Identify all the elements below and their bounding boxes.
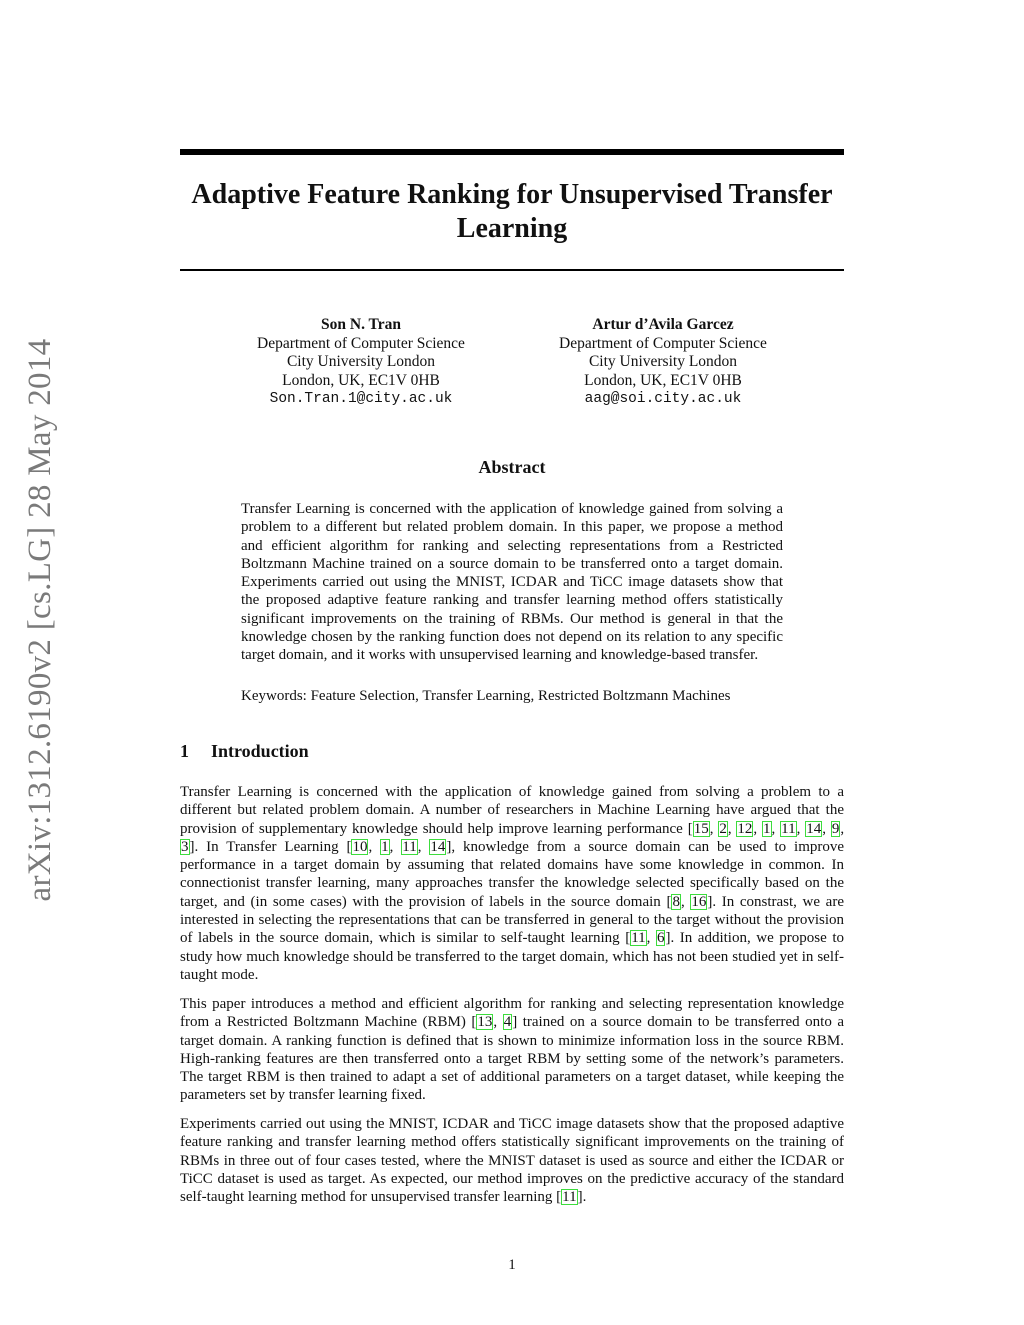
citation-link[interactable]: 11 — [402, 838, 417, 855]
citation-link[interactable]: 12 — [737, 820, 753, 837]
author-organization: City University London — [588, 353, 738, 370]
paragraph-text: ] trained on a source domain to be transferred onto a target domain. A ranking function is defined that is shown to minimize information loss in the source RBM. High-ranking features are then transferred onto a target RBM by setting some of the network’s parameters. The target RBM is then trained to adapt a set of additional parameters on a target dataset, while keeping the parameters set by transfer learning fixed. — [180, 1014, 844, 1104]
citation-link[interactable]: 1 — [381, 838, 389, 855]
citation-link[interactable]: 15 — [693, 820, 709, 837]
citation-link[interactable]: 8 — [672, 893, 680, 910]
paragraph-text: ]. — [577, 1189, 587, 1206]
citation-link[interactable]: 14 — [430, 838, 446, 855]
citation-link[interactable]: 14 — [806, 820, 822, 837]
paragraph-text: Experiments carried out using the MNIST, ICDAR and TiCC image datasets show that the proposed adaptive feature ranking and transfer learning method offers statistically significant improvements on the training of RBMs in three out of four cases tested, where the MNIST dataset is used as source and either the ICDAR or TiCC dataset is used as target. As expected, our method improves on the predictive accuracy of the standard self-taught learning method for unsupervised transfer learning [ — [180, 1116, 844, 1206]
author-address: London, UK, EC1V 0HB — [584, 371, 742, 389]
paragraph-text: ]. In addition, we propose to study how much knowledge should be transferred to the target domain, which has not been studied yet in self-taught mode. — [180, 930, 844, 983]
arxiv-identifier: arXiv:1312.6190v2 [cs.LG] 28 May 2014 — [21, 338, 58, 902]
paragraph-text: This paper introduces a method and efficient algorithm for ranking and selecting representation knowledge from a Restricted Boltzmann Machine (RBM) [ — [180, 996, 844, 1031]
page-number: 1 — [508, 1257, 516, 1273]
author-department: Department of Computer Science — [559, 334, 767, 352]
author-department: Department of Computer Science — [257, 334, 465, 352]
citation-link[interactable]: 6 — [656, 930, 665, 947]
citation-link[interactable]: 2 — [719, 820, 727, 837]
author-block-1 — [211, 316, 511, 409]
title-top-rule — [180, 149, 844, 155]
citation-link[interactable]: 9 — [831, 820, 840, 837]
author-email[interactable]: aag@soi.city.ac.uk — [584, 391, 742, 407]
citation-link[interactable]: 13 — [477, 1014, 493, 1031]
citation-link[interactable]: 16 — [691, 893, 707, 910]
author-block-2 — [513, 316, 813, 409]
paper-title: Adaptive Feature Ranking for Unsupervised Transfer Learning — [191, 179, 833, 244]
abstract-text: Transfer Learning is concerned with the application of knowledge gained from solving a problem to a different but related problem domain. In this paper, we propose a method and efficient algorithm for ranking and selecting representations from a Restricted Boltzmann Machine trained on a source domain to be transferred onto a target domain. Experiments carried out using the MNIST, ICDAR and TiCC image datasets show that the proposed adaptive feature ranking and transfer learning method offers statistically significant improvements on the training of RBMs. Our method is general in that the knowledge chosen by the ranking function does not depend on its relation to any specific target domain, and it works with unsupervised learning and knowledge-based transfer. — [241, 501, 783, 664]
paragraph-text: ]. In Transfer Learning [ — [189, 838, 352, 855]
keywords: Keywords: Feature Selection, Transfer Learning, Restricted Boltzmann Machines — [241, 688, 731, 704]
paragraph-text: ]. In constrast, we are interested in selecting the representations that can be transferred in general to the target without the provision of labels in the source domain, which is similar to self-taught learning [ — [180, 893, 844, 947]
section-number: 1 — [180, 741, 189, 761]
author-organization: City University London — [286, 353, 436, 370]
paragraph-text: Transfer Learning is concerned with the application of knowledge gained from solving a problem to a different but related problem domain. A number of researchers in Machine Learning have argued that the provision of supplementary knowledge should help improve learning performance [ — [180, 784, 844, 837]
author-email[interactable]: Son.Tran.1@city.ac.uk — [269, 391, 453, 407]
author-name: Son N. Tran — [321, 316, 401, 333]
author-address: London, UK, EC1V 0HB — [282, 371, 440, 389]
intro-paragraph-1: Transfer Learning is concerned with the application of knowledge gained from solving a problem to a different but related problem domain. A number of researchers in Machine Learning have argued that the provision of supplementary knowledge should help improve learning performance [15, 2, 12, 1, 11, 14, 9, 3]. In Transfer Learning [10, 1, 11, 14], knowledge from a source domain can be used to improve performance in a target domain by assuming that related domains have some knowledge in common. In connectionist transfer learning, many approaches transfer the knowledge selected specifically based on the target, and (in some cases) with the provision of labels in the source domain [8, 16]. In constrast, we are interested in selecting the representations that can be transferred in general to the target without the provision of labels in the source domain, which is similar to self-taught learning [11, 6]. In addition, we propose to study how much knowledge should be transferred to the target domain, which has not been studied yet in self-taught mode. — [180, 784, 845, 983]
abstract-heading: Abstract — [478, 457, 546, 477]
title-bottom-rule — [180, 269, 844, 271]
intro-paragraph-2: This paper introduces a method and efficient algorithm for ranking and selecting representation knowledge from a Restricted Boltzmann Machine (RBM) [13, 4] trained on a source domain to be transferred onto a target domain. A ranking function is defined that is shown to minimize information loss in the source RBM. High-ranking features are then transferred onto a target RBM by setting some of the network’s parameters. The target RBM is then trained to adapt a set of additional parameters on a target dataset, while keeping the parameters set by transfer learning fixed. — [180, 996, 844, 1104]
section-heading-introduction — [180, 741, 309, 762]
citation-link[interactable]: 3 — [181, 838, 189, 855]
paragraph-text: ], knowledge from a source domain can be used to improve performance in a target domain by assuming that related domains have some knowledge in common. In connectionist transfer learning, many approaches transfer the knowledge selected specifically based on the target, and (in some cases) with the provision of labels in the source domain [ — [180, 838, 845, 910]
section-title: Introduction — [211, 741, 309, 761]
citation-link[interactable]: 1 — [763, 820, 771, 837]
citation-link[interactable]: 4 — [503, 1014, 512, 1031]
intro-paragraph-3 — [180, 1115, 844, 1206]
author-name: Artur d’Avila Garcez — [592, 316, 734, 333]
citation-link[interactable]: 10 — [352, 838, 368, 855]
citation-link[interactable]: 11 — [631, 930, 646, 947]
citation-link[interactable]: 11 — [562, 1189, 577, 1206]
citation-link[interactable]: 11 — [781, 820, 796, 837]
